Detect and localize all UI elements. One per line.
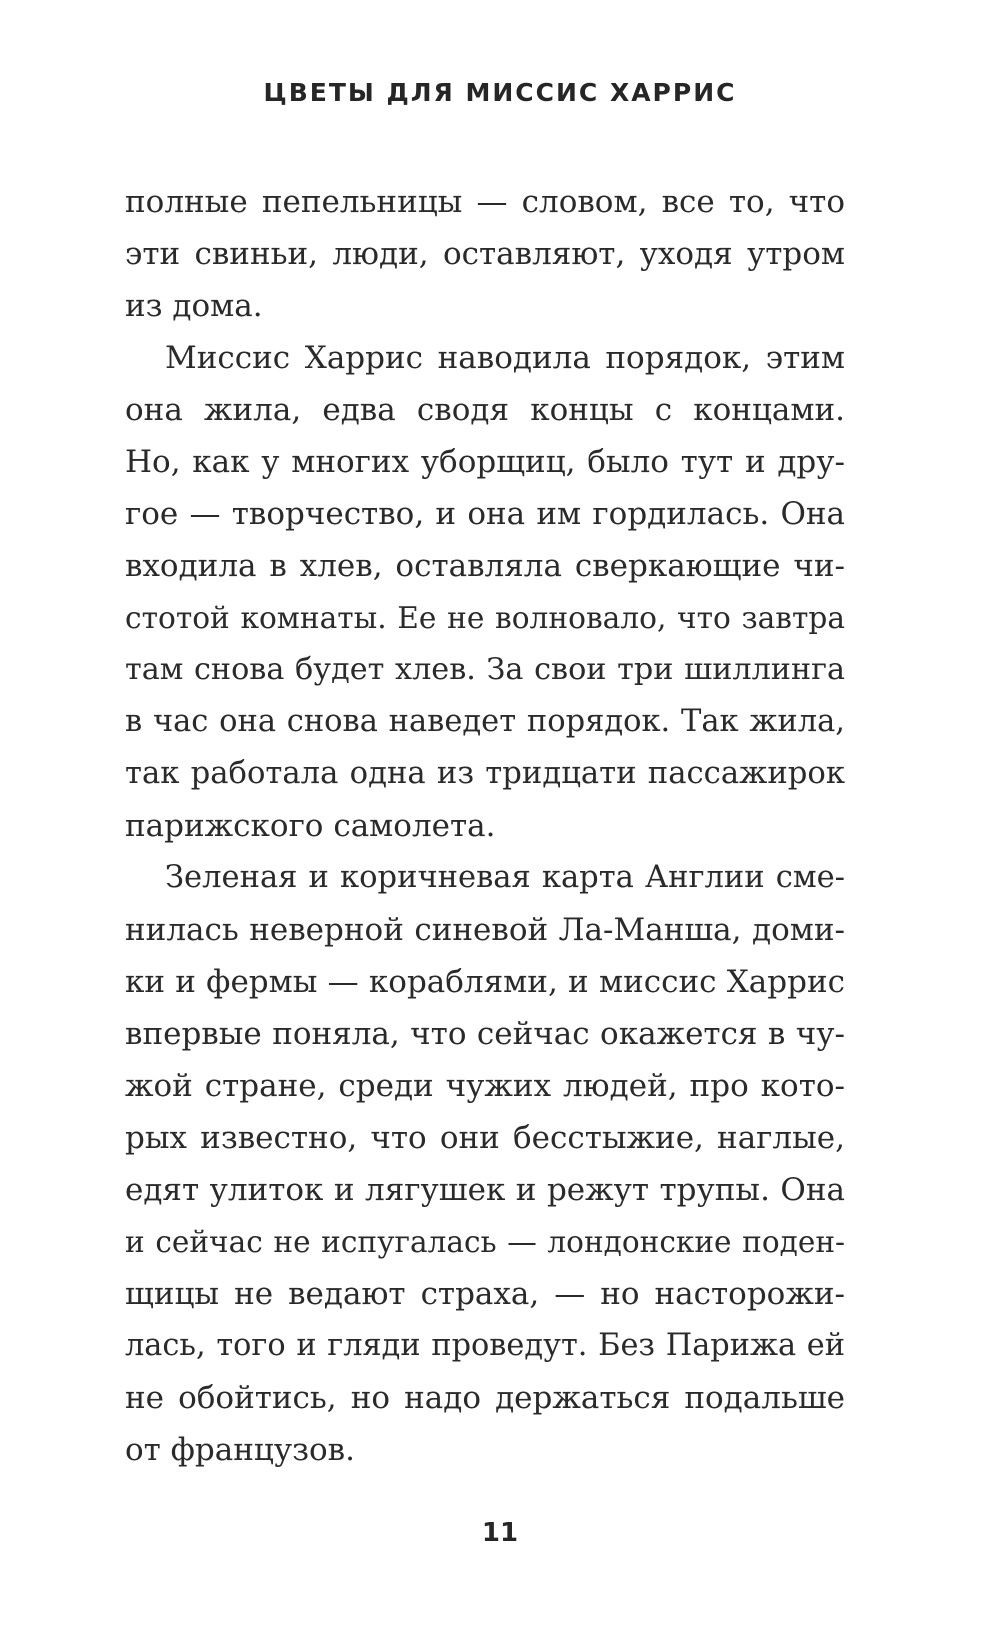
running-header: ЦВЕТЫ ДЛЯ МИССИС ХАРРИС (263, 78, 737, 107)
text-line: едят улиток и лягушек и режут трупы. Она (125, 1172, 845, 1208)
text-line: эти свиньи, люди, оставляют, уходя утром (125, 236, 845, 272)
text-line: полные пепельницы — словом, все то, что (125, 184, 845, 220)
text-line: от французов. (125, 1432, 355, 1468)
page-number: 11 (481, 1518, 519, 1548)
text-line: впервые поняла, что сейчас окажется в чу- (125, 1016, 845, 1052)
text-line: не обойтись, но надо держаться подальше (125, 1380, 845, 1416)
body-text (125, 176, 845, 1476)
text-line: парижского самолета. (125, 808, 496, 844)
text-line: входила в хлев, оставляла сверкающие чи- (125, 548, 845, 584)
text-line: из дома. (125, 288, 263, 324)
text-line: нилась неверной синевой Ла-Манша, доми- (125, 912, 845, 948)
text-line: рых известно, что они бесстыжие, наглые, (125, 1120, 845, 1156)
text-line: стотой комнаты. Ее не волновало, что завтра (125, 600, 845, 635)
text-line: гое — творчество, и она им гордилась. Она (125, 496, 845, 532)
text-line: в час она снова наведет порядок. Так жила, (125, 704, 845, 739)
text-line: Но, как у многих уборщиц, было тут и дру- (125, 444, 845, 480)
text-line: Зеленая и коричневая карта Англии сме- (165, 860, 845, 895)
text-line: она жила, едва сводя концы с концами. (125, 392, 845, 428)
text-line: Миссис Харрис наводила порядок, этим (165, 340, 845, 376)
text-line: ки и фермы — кораблями, и миссис Харрис (125, 964, 845, 1000)
text-line: щицы не ведают страха, — но насторожи- (125, 1276, 845, 1312)
text-line: так работала одна из тридцати пассажирок (125, 756, 845, 791)
text-line: лась, того и гляди проведут. Без Парижа ей (125, 1328, 845, 1363)
text-line: жой стране, среди чужих людей, про кото- (125, 1068, 845, 1104)
text-line: там снова будет хлев. За свои три шиллинга (125, 652, 845, 687)
text-line: и сейчас не испугалась — лондонские поден- (125, 1225, 845, 1259)
